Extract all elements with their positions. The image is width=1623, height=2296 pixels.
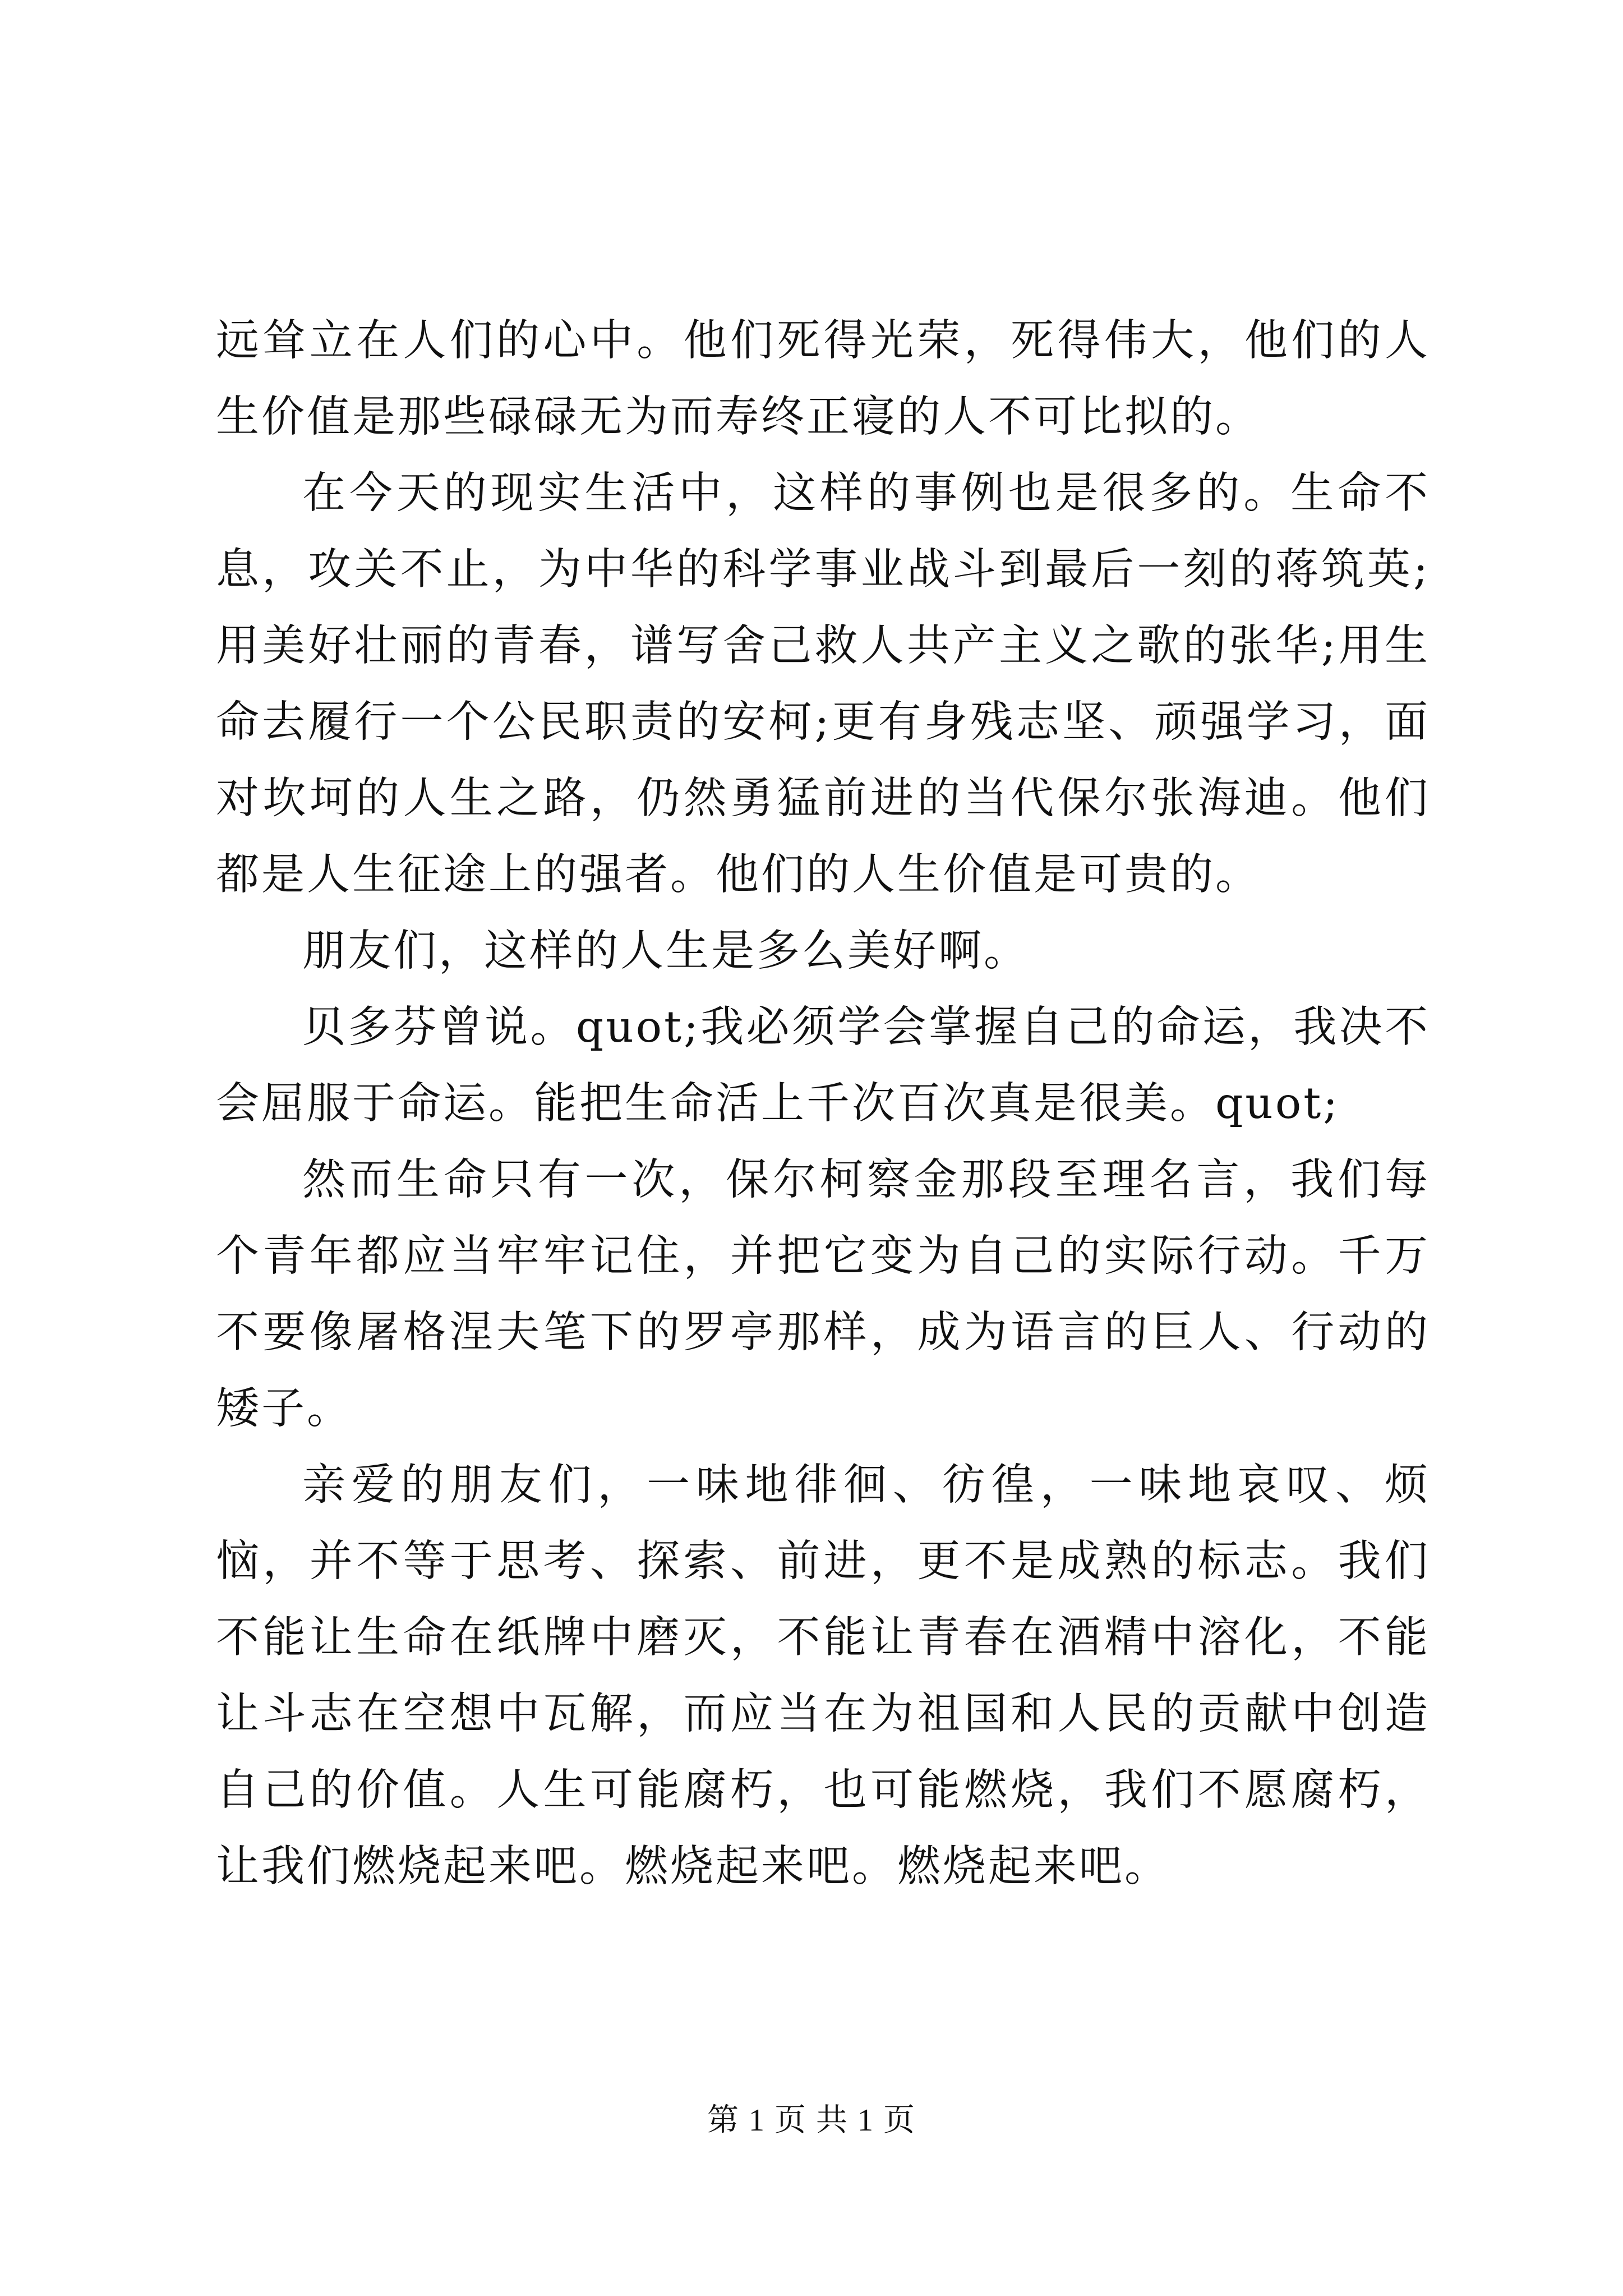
paragraph-3: 朋友们，这样的人生是多么美好啊。 (302, 926, 1029, 976)
paragraph-1: 远耸立在人们的心中。他们死得光荣，死得伟大，他们的人生价值是那些碌碌无为而寿终正寝的人不可比拟的。 (216, 316, 1430, 442)
document-body (216, 303, 1430, 1905)
paragraph-6: 亲爱的朋友们，一味地徘徊、彷徨，一味地哀叹、烦恼，并不等于思考、探索、前进，更不是成熟的标志。我们不能让生命在纸牌中磨灭，不能让青春在酒精中溶化，不能让斗志在空想中瓦解，而应当在为祖国和人民的贡献中创造自己的价值。人生可能腐朽，也可能燃烧，我们不愿腐朽，让我们燃烧起来吧。燃烧起来吧。燃烧起来吧。 (216, 1460, 1430, 1892)
paragraph-2: 在今天的现实生活中，这样的事例也是很多的。生命不息，攻关不止，为中华的科学事业战斗到最后一刻的蒋筑英;用美好壮丽的青春，谱写舍己救人共产主义之歌的张华;用生命去履行一个公民职责的安柯;更有身残志坚、顽强学习，面对坎坷的人生之路，仍然勇猛前进的当代保尔张海迪。他们都是人生征途上的强者。他们的人生价值是可贵的。 (216, 468, 1430, 900)
paragraph-5: 然而生命只有一次，保尔柯察金那段至理名言，我们每个青年都应当牢牢记住，并把它变为自己的实际行动。千万不要像屠格涅夫笔下的罗亭那样，成为语言的巨人、行动的矮子。 (216, 1155, 1430, 1434)
paragraph-4: 贝多芬曾说。quot;我必须学会掌握自己的命运，我决不会屈服于命运。能把生命活上千次百次真是很美。quot; (216, 1002, 1430, 1129)
page-number-footer: 第 1 页 共 1 页 (707, 2103, 916, 2138)
